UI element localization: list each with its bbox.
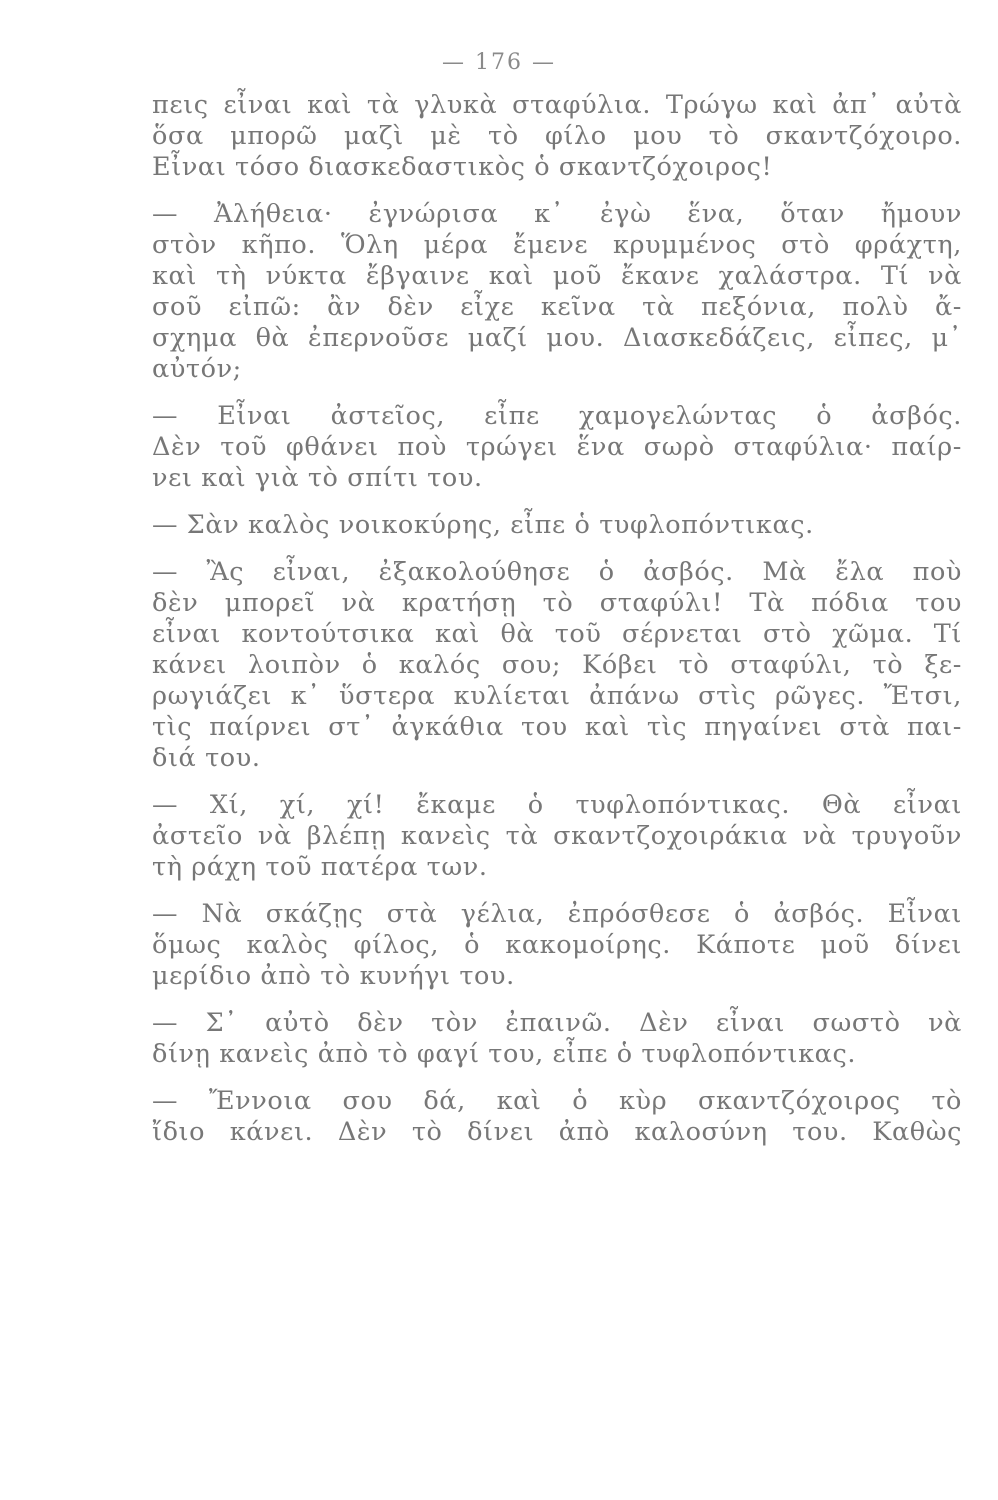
paragraph [152,899,962,992]
text-line: κάνει λοιπὸν ὁ καλός σου; Κόβει τὸ σταφύλι, τὸ ξε- [152,650,962,680]
text-line: — Σ᾽ αὐτὸ δὲν τὸν ἐπαινῶ. Δὲν εἶναι σωστὸ νὰ [152,1008,962,1038]
paragraph [152,90,962,183]
text-line: — Νὰ σκάζῃς στὰ γέλια, ἐπρόσθεσε ὁ ἀσβός. Εἶναι [152,899,962,929]
paragraph [152,557,962,774]
text-line: ἀστεῖο νὰ βλέπῃ κανεὶς τὰ σκαντζοχοιράκια νὰ τρυγοῦν [152,821,962,851]
text-line: νει καὶ γιὰ τὸ σπίτι του. [152,463,483,493]
text-line: — Ἀλήθεια· ἐγνώρισα κ᾽ ἐγὼ ἕνα, ὅταν ἤμουν [152,199,962,229]
text-line: ρωγιάζει κ᾽ ὕστερα κυλίεται ἀπάνω στὶς ρῶγες. Ἔτσι, [152,681,962,711]
text-line: σοῦ εἰπῶ: ἂν δὲν εἶχε κεῖνα τὰ πεξόνια, πολὺ ἄ- [152,292,962,322]
text-line: στὸν κῆπο. Ὅλη μέρα ἔμενε κρυμμένος στὸ φράχτη, [152,230,962,260]
paragraph [152,199,962,385]
text-line: ὅσα μπορῶ μαζὶ μὲ τὸ φίλο μου τὸ σκαντζόχοιρο. [152,121,962,151]
text-line: δίνῃ κανεὶς ἀπὸ τὸ φαγί του, εἶπε ὁ τυφλοπόντικας. [152,1039,857,1069]
text-line: Δὲν τοῦ φθάνει ποὺ τρώγει ἕνα σωρὸ σταφύλια· παίρ- [152,432,962,462]
text-line: τὶς παίρνει στ᾽ ἀγκάθια του καὶ τὶς πηγαίνει στὰ παι- [152,712,962,742]
text-line: — Ἔννοια σου δά, καὶ ὁ κὺρ σκαντζόχοιρος τὸ [152,1086,962,1116]
text-line: — Ἂς εἶναι, ἐξακολούθησε ὁ ἀσβός. Μὰ ἔλα ποὺ [152,557,962,587]
text-line: αὐτόν; [152,354,242,384]
text-line: Εἶναι τόσο διασκεδαστικὸς ὁ σκαντζόχοιρος! [152,152,773,182]
text-line: — Χί, χί, χί! ἔκαμε ὁ τυφλοπόντικας. Θὰ εἶναι [152,790,962,820]
text-line: — Σὰν καλὸς νοικοκύρης, εἶπε ὁ τυφλοπόντικας. [152,510,814,540]
text-line: ἴδιο κάνει. Δὲν τὸ δίνει ἀπὸ καλοσύνη του. Καθὼς [152,1117,962,1147]
text-line: μερίδιο ἀπὸ τὸ κυνήγι του. [152,961,515,991]
text-line: εἶναι κοντούτσικα καὶ θὰ τοῦ σέρνεται στὸ χῶμα. Τί [152,619,962,649]
body-text [152,90,962,1148]
paragraph [152,1086,962,1148]
paragraph [152,1008,962,1070]
text-line: διά του. [152,743,261,773]
text-line: — Εἶναι ἀστεῖος, εἶπε χαμογελώντας ὁ ἀσβός. [152,401,962,431]
text-line: πεις εἶναι καὶ τὰ γλυκὰ σταφύλια. Τρώγω καὶ ἀπ᾽ αὐτὰ [152,90,962,120]
paragraph [152,401,962,494]
text-line: δὲν μπορεῖ νὰ κρατήσῃ τὸ σταφύλι! Τὰ πόδια του [152,588,962,618]
text-line: ὅμως καλὸς φίλος, ὁ κακομοίρης. Κάποτε μοῦ δίνει [152,930,962,960]
paragraph [152,510,962,541]
text-line: σχημα θὰ ἐπερνοῦσε μαζί μου. Διασκεδάζεις, εἶπες, μ᾽ [152,323,962,353]
page-number: — 176 — [442,50,556,75]
text-line: καὶ τὴ νύκτα ἔβγαινε καὶ μοῦ ἔκανε χαλάστρα. Τί νὰ [152,261,962,291]
paragraph [152,790,962,883]
text-line: τὴ ράχη τοῦ πατέρα των. [152,852,488,882]
